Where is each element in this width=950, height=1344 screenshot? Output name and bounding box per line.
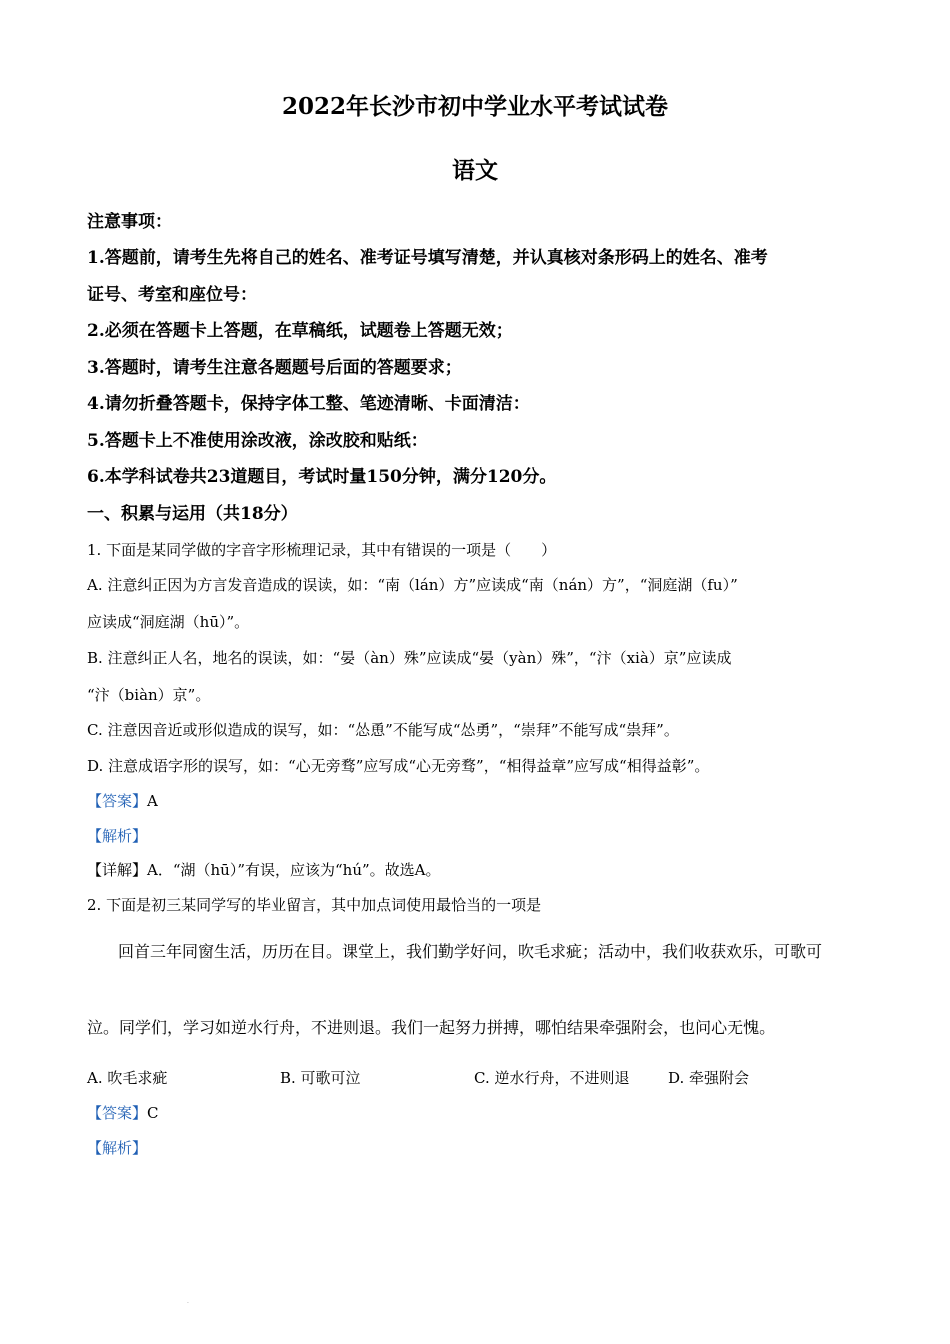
question-1-option-b-cont: “汴（biàn）京”。: [87, 686, 211, 704]
question-1-answer: [87, 789, 158, 813]
notes-heading: 注意事项：: [87, 212, 172, 232]
section-heading: 一、积累与运用（共18分）: [87, 504, 298, 524]
marked-word: 泣: [87, 1018, 104, 1037]
note-item: 1.答题前，请考生先将自己的姓名、准考证号填写清楚，并认真核对条形码上的姓名、准考: [87, 248, 768, 268]
passage-text: 。我们一起努力拼搏，哪怕结果: [375, 1018, 600, 1037]
marked-word: 逆水行舟，不进则退: [231, 1018, 376, 1037]
marked-word: 可歌可: [774, 942, 823, 961]
question-1-option-c: C. 注意因音近或形似造成的误写，如：“怂恿”不能写成“怂勇”，“崇拜”不能写成“祟拜”。: [87, 721, 679, 739]
passage-text: ；活动中，我们收获欢乐，: [582, 942, 775, 961]
note-item: 4.请勿折叠答题卡，保持字体工整、笔迹清晰、卡面清洁：: [87, 394, 530, 414]
detail-text: A．“湖（hū）”有误，应该为“hú”。故选A。: [147, 861, 441, 879]
answer-label: 【答案】: [87, 1104, 148, 1122]
detail-label: 【详解】: [87, 861, 148, 879]
marked-word: 牵强附会: [599, 1018, 664, 1037]
question-1-analysis-label: 【解析】: [87, 827, 148, 845]
question-2-analysis-label: 【解析】: [87, 1139, 148, 1157]
note-item: 证号、考室和座位号：: [87, 285, 257, 305]
question-2-answer: [87, 1101, 159, 1125]
note-item: 6.本学科试卷共23道题目，考试时量150分钟，满分120分。: [87, 467, 557, 487]
question-2-stem: 2. 下面是初三某同学写的毕业留言，其中加点词使用最恰当的一项是: [87, 896, 542, 914]
question-1-option-a-cont: 应读成“洞庭湖（hū）”。: [87, 613, 250, 631]
note-item: 3.答题时，请考生注意各题题号后面的答题要求；: [87, 358, 462, 378]
note-item: 5.答题卡上不准使用涂改液，涂改胶和贴纸：: [87, 431, 428, 451]
question-1-option-d: D. 注意成语字形的误写，如：“心无旁骛”应写成“心无旁骛”，“相得益章”应写成“相得益彰”。: [87, 757, 710, 775]
answer-value: A: [147, 792, 158, 810]
answer-value: C: [147, 1104, 159, 1122]
question-2-option-c: C. 逆水行舟，不进则退: [474, 1069, 630, 1087]
question-1-stem: 1. 下面是某同学做的字音字形梳理记录，其中有错误的一项是（ ）: [87, 541, 557, 559]
question-1-option-a: A. 注意纠正因为方言发音造成的误读，如：“南（lán）方”应读成“南（nán）方”，“洞庭湖（fu）”: [87, 576, 738, 594]
question-2-passage-line-1: [118, 940, 822, 964]
subject-title: 语文: [452, 157, 498, 184]
passage-text: 。同学们，学习如: [103, 1018, 232, 1037]
question-1-detail: [87, 858, 441, 882]
question-2-option-a: A. 吹毛求疵: [87, 1069, 168, 1087]
page-dot-mark: ·: [187, 1300, 189, 1307]
question-1-option-b: B. 注意纠正人名，地名的误读，如：“晏（àn）殊”应读成“晏（yàn）殊”，“汴（xià）京”应读成: [87, 649, 732, 667]
question-2-passage-line-2: [87, 1016, 775, 1040]
passage-text: 回首三年同窗生活，历历在目。课堂上，我们勤学好问，: [118, 942, 519, 961]
question-2-option-b: B. 可歌可泣: [280, 1069, 361, 1087]
passage-text: ，也问心无愧。: [663, 1018, 776, 1037]
answer-label: 【答案】: [87, 792, 148, 810]
marked-word: 吹毛求疵: [518, 942, 583, 961]
question-2-option-d: D. 牵强附会: [668, 1069, 750, 1087]
exam-title: 2022年长沙市初中学业水平考试试卷: [281, 93, 668, 120]
note-item: 2.必须在答题卡上答题，在草稿纸，试题卷上答题无效；: [87, 321, 513, 341]
